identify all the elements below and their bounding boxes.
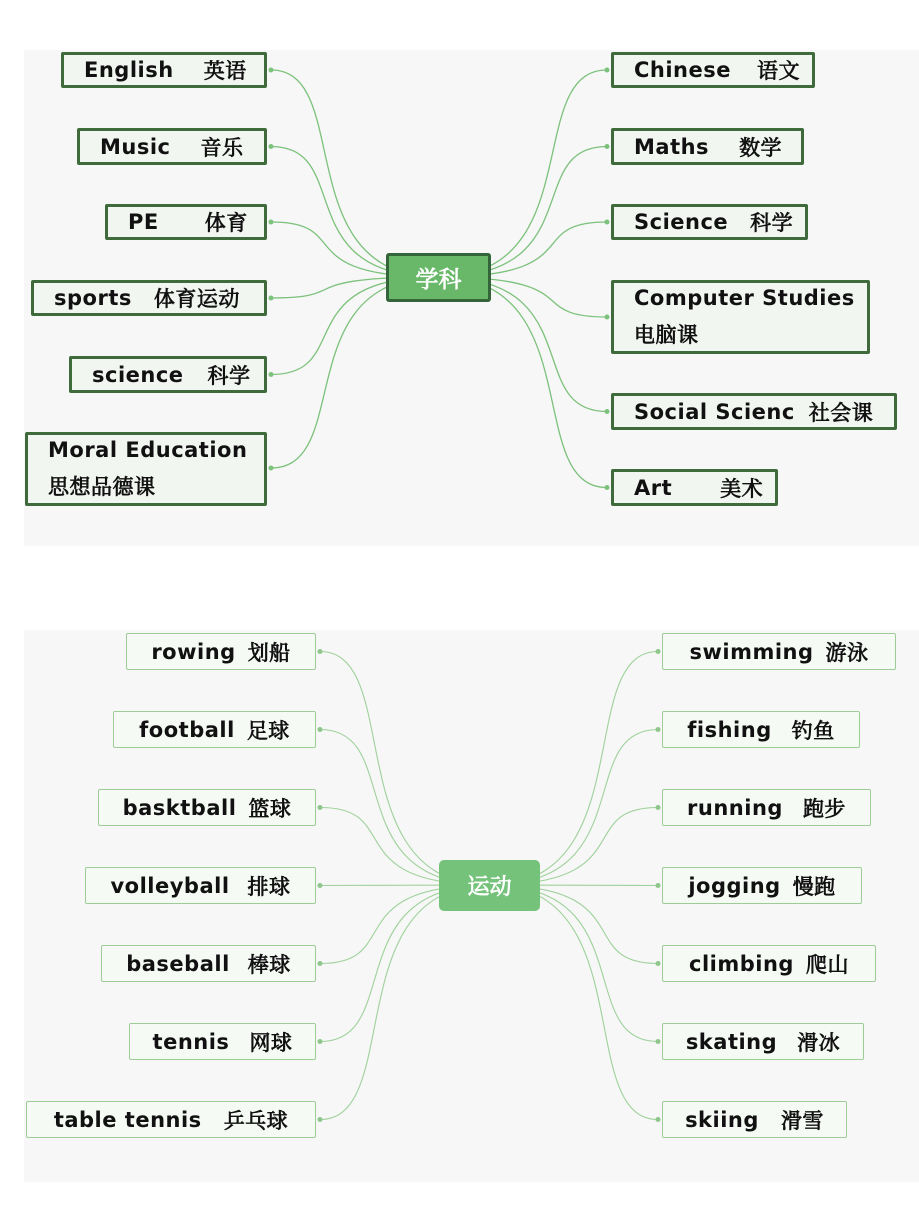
connector-dot xyxy=(656,961,661,966)
node-art xyxy=(611,469,778,506)
node-label-en: Computer Studies xyxy=(634,286,855,310)
connector-dot xyxy=(318,1117,323,1122)
node-label-zh: 科学 xyxy=(750,211,794,235)
connector-line xyxy=(320,885,490,1120)
node-label-zh: 思想品德课 xyxy=(48,475,156,499)
connector-dot xyxy=(269,220,274,225)
connector-dot xyxy=(318,961,323,966)
node-label-en: Art xyxy=(634,475,673,500)
node-label-en: skiing xyxy=(685,1107,759,1132)
node-label-en: sports xyxy=(54,286,132,310)
node-label-en: science xyxy=(92,362,184,387)
node-label-zh: 社会课 xyxy=(808,400,874,425)
node-label-en: climbing xyxy=(689,951,794,976)
node-label-zh: 电脑课 xyxy=(634,323,699,347)
node-label-zh: 语文 xyxy=(757,59,800,83)
connector-dot xyxy=(656,805,661,810)
node-label-zh: 滑雪 xyxy=(780,1108,824,1133)
connector-dot xyxy=(605,144,610,149)
connector-dot xyxy=(318,805,323,810)
node-football xyxy=(113,711,316,748)
node-skiing xyxy=(662,1101,847,1138)
connector-dot xyxy=(269,68,274,73)
node-label-zh: 体育运动 xyxy=(153,287,240,311)
connector-dot xyxy=(269,466,274,471)
connector-dot xyxy=(318,883,323,888)
connector-line xyxy=(490,652,658,886)
connector-dot xyxy=(605,409,610,414)
node-label-en: football xyxy=(139,717,235,742)
node-label-zh: 美术 xyxy=(720,476,764,501)
node-label-en: Chinese xyxy=(634,58,731,82)
connector-dot xyxy=(269,144,274,149)
connector-dot xyxy=(605,485,610,490)
node-label-en: Moral Education xyxy=(48,438,248,462)
node-moral-education xyxy=(25,432,267,506)
node-label-en: Science xyxy=(634,210,729,234)
connector-line xyxy=(320,652,490,886)
node-label-zh: 音乐 xyxy=(200,135,244,160)
connector-dot xyxy=(656,727,661,732)
node-social-scienc xyxy=(611,393,897,430)
node-label-zh: 爬山 xyxy=(805,952,849,977)
node-label-en: fishing xyxy=(687,717,772,742)
node-science xyxy=(611,204,808,240)
node-label-en: Social Scienc xyxy=(634,399,795,424)
node-label-en: volleyball xyxy=(110,873,230,898)
node-label-zh: 体育 xyxy=(204,211,248,235)
connector-dot xyxy=(318,727,323,732)
connector-dot xyxy=(318,1039,323,1044)
connector-line xyxy=(490,885,658,1120)
node-label-en: baseball xyxy=(126,951,230,976)
node-label-zh: 滑冰 xyxy=(797,1030,841,1055)
connector-dot xyxy=(318,649,323,654)
node-label-zh: 数学 xyxy=(739,135,783,160)
connector-line xyxy=(271,70,438,277)
node-label-zh: 科学 xyxy=(207,363,251,388)
node-science xyxy=(69,356,267,393)
node-label-zh: 游泳 xyxy=(825,640,869,665)
node-label-en: tennis xyxy=(152,1029,230,1054)
node-skating xyxy=(662,1023,864,1060)
node-volleyball xyxy=(85,867,316,904)
connector-dot xyxy=(656,1039,661,1044)
node-climbing xyxy=(662,945,876,982)
node-jogging xyxy=(662,867,862,904)
connector-line xyxy=(438,277,607,488)
node-label-en: Maths xyxy=(634,134,710,159)
node-label-zh: 乒乓球 xyxy=(223,1108,289,1133)
connector-dot xyxy=(605,220,610,225)
node-computer-studies xyxy=(611,280,870,354)
node-label-zh: 排球 xyxy=(247,874,291,899)
node-label-zh: 足球 xyxy=(246,718,290,743)
connector-dot xyxy=(656,1117,661,1122)
node-rowing xyxy=(126,633,316,670)
node-label-zh: 英语 xyxy=(203,59,247,83)
node-label-zh: 跑步 xyxy=(802,796,846,821)
node-basktball xyxy=(98,789,316,826)
node-label-zh: 篮球 xyxy=(248,796,292,821)
node-label-en: PE xyxy=(128,210,159,234)
node-table-tennis xyxy=(26,1101,316,1138)
connector-line xyxy=(271,277,438,468)
node-label-zh: 划船 xyxy=(247,640,291,665)
node-pe xyxy=(105,204,267,240)
node-music xyxy=(77,128,267,165)
node-label-en: skating xyxy=(685,1029,778,1054)
node-label-en: jogging xyxy=(688,873,781,898)
connector-dot xyxy=(605,68,610,73)
node-running xyxy=(662,789,871,826)
node-fishing xyxy=(662,711,860,748)
node-sports xyxy=(31,280,267,316)
connector-dot xyxy=(605,315,610,320)
node-baseball xyxy=(101,945,316,982)
node-label-en: basktball xyxy=(122,795,237,820)
node-maths xyxy=(611,128,804,165)
connector-dot xyxy=(656,649,661,654)
connector-dot xyxy=(656,883,661,888)
node-label-zh: 慢跑 xyxy=(792,874,836,899)
subjects-center-node: 学科 xyxy=(386,253,491,302)
connector-dot xyxy=(269,296,274,301)
sports-center-node: 运动 xyxy=(439,860,540,911)
node-label-zh: 钓鱼 xyxy=(791,718,835,743)
node-english xyxy=(61,52,267,88)
node-tennis xyxy=(129,1023,316,1060)
node-label-zh: 网球 xyxy=(249,1030,293,1055)
node-chinese xyxy=(611,52,815,88)
connector-dot xyxy=(269,372,274,377)
node-label-en: English xyxy=(84,58,174,82)
node-swimming xyxy=(662,633,896,670)
node-label-en: running xyxy=(687,795,783,820)
node-label-en: rowing xyxy=(151,639,236,664)
node-label-en: Music xyxy=(100,134,171,159)
connector-line xyxy=(438,70,607,277)
node-label-zh: 棒球 xyxy=(247,952,291,977)
node-label-en: table tennis xyxy=(53,1107,202,1132)
node-label-en: swimming xyxy=(689,639,814,664)
